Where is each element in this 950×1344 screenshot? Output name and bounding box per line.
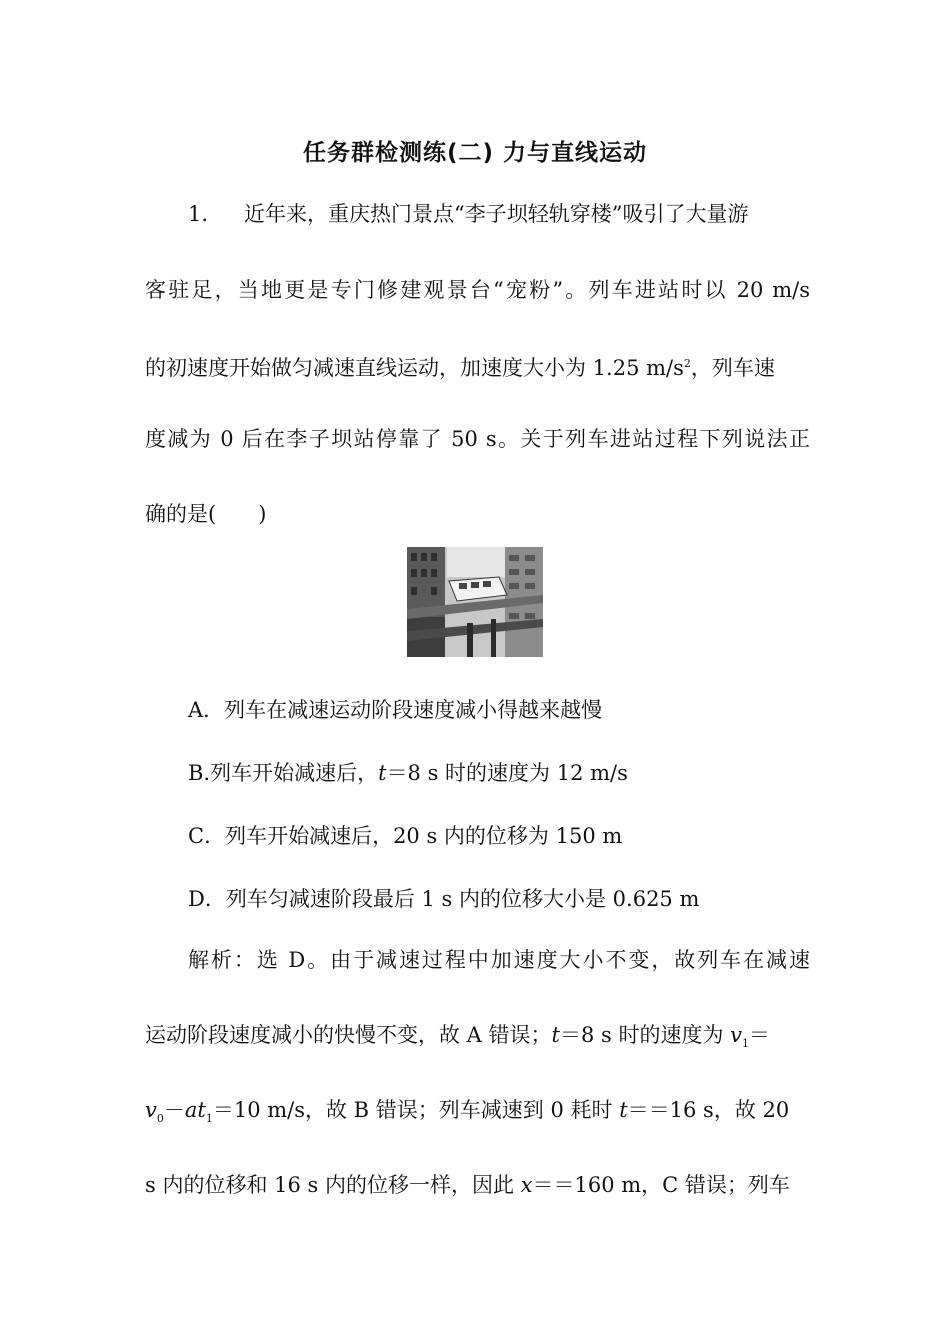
superscript-2: 2 [683,357,691,370]
question-line-5: 确的是( ) [145,502,267,526]
question-line-1 [188,199,810,229]
analysis-line-1: 解析：选 D。由于减速过程中加速度大小不变，故列车在减速 [188,948,810,972]
analysis-var-t2: t [619,1098,628,1122]
option-c: C．列车开始减速后，20 s 内的位移为 150 m [188,824,623,848]
option-b-text-2: ＝8 s 时的速度为 12 m/s [386,761,628,785]
analysis-eq: ＝ [749,1023,771,1047]
analysis-text-3b: ＝＝16 s，故 20 [627,1098,790,1122]
question-number: 1. [188,202,209,226]
analysis-text-4b: ＝＝160 m，C 错误；列车 [532,1173,790,1197]
monorail-photo-drawing [407,547,543,657]
analysis-sub-0: 0 [156,1112,164,1126]
analysis-line-3 [145,1095,810,1134]
analysis-var-v0: v [145,1098,157,1122]
question-line-3 [145,349,810,383]
question-text-3a: 的初速度开始做匀减速直线运动，加速度大小为 1.25 m/s [145,356,684,380]
analysis-line-2 [145,1020,810,1059]
analysis-text-3a: ＝10 m/s，故 B 错误；列车减速到 0 耗时 [212,1098,620,1122]
option-b-var-t: t [378,761,387,785]
analysis-minus: － [163,1098,185,1122]
analysis-line-4 [145,1170,810,1200]
option-b-text: B.列车开始减速后， [188,761,379,785]
analysis-text-2b: ＝8 s 时的速度为 [559,1023,731,1047]
analysis-text-4a: s 内的位移和 16 s 内的位移一样，因此 [145,1173,521,1197]
analysis-var-t: t [551,1023,560,1047]
analysis-sub-1: 1 [742,1037,750,1051]
question-text-3b: ，列车速 [690,356,775,380]
analysis-text-2a: 运动阶段速度减小的快慢不变，故 A 错误； [145,1023,552,1047]
analysis-var-v1: v [730,1023,743,1047]
page-title: 任务群检测练(二) 力与直线运动 [302,140,648,166]
question-line-2: 客驻足，当地更是专门修建观景台“宠粉”。列车进站时以 20 m/s [145,278,810,302]
analysis-var-x: x [520,1173,533,1197]
monorail-photo [407,547,543,657]
option-b [188,758,808,788]
option-a: A．列车在减速运动阶段速度减小得越来越慢 [188,698,603,722]
question-text-1: 近年来，重庆热门景点“李子坝轻轨穿楼”吸引了大量游 [244,202,749,226]
analysis-sub-1b: 1 [205,1112,213,1126]
question-line-4: 度减为 0 后在李子坝站停靠了 50 s。关于列车进站过程下列说法正 [145,427,810,451]
option-d: D．列车匀减速阶段最后 1 s 内的位移大小是 0.625 m [188,887,700,911]
analysis-var-at: at [184,1098,206,1122]
